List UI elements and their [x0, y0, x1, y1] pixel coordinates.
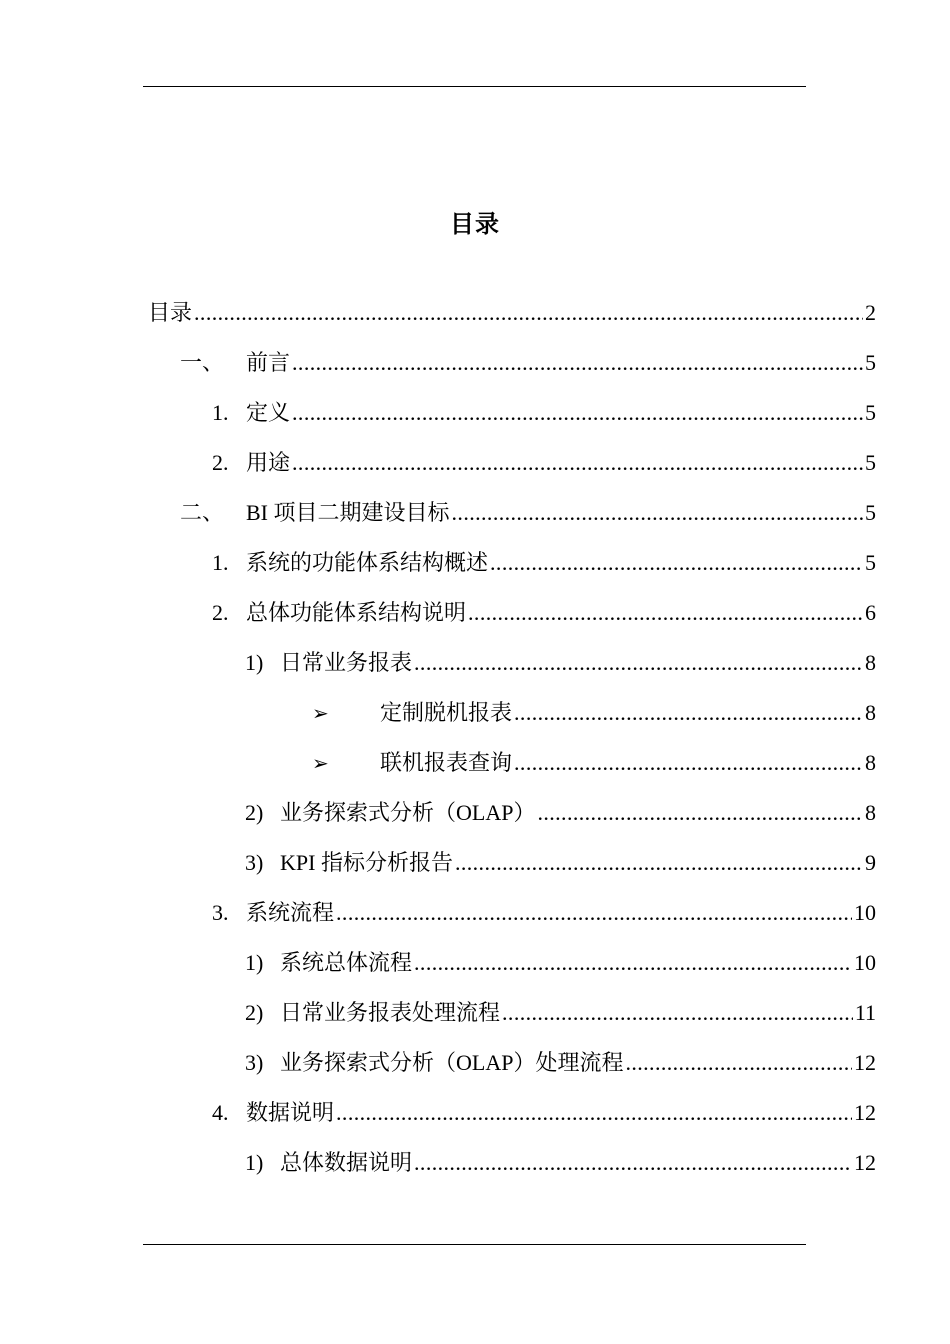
toc-entry-number: 2) — [245, 1000, 264, 1025]
toc-entry-label: 数据说明 — [246, 1100, 335, 1125]
toc-entry-page: 10 — [854, 900, 876, 925]
toc-entry-page: 10 — [854, 950, 876, 975]
toc-entry-label: 总体数据说明 — [280, 1150, 413, 1175]
toc-entry-number: 2. — [212, 450, 229, 475]
toc-leader — [292, 438, 863, 488]
toc-leader — [292, 338, 863, 388]
toc-entry-page: 5 — [865, 550, 876, 575]
header-rule — [143, 86, 806, 87]
toc-entry-label: KPI 指标分析报告 — [280, 850, 453, 875]
toc-entry-page: 8 — [865, 650, 876, 675]
toc-leader — [514, 688, 863, 738]
toc-entry-page: 8 — [865, 700, 876, 725]
toc-entry-label: 日常业务报表处理流程 — [280, 1000, 501, 1025]
toc-leader — [414, 638, 863, 688]
toc-entry-label: 总体功能体系结构说明 — [246, 600, 467, 625]
toc-leader — [414, 1138, 852, 1188]
toc-entry-page: 11 — [854, 1000, 876, 1025]
toc-entry-label: 业务探索式分析（OLAP）处理流程 — [280, 1050, 624, 1075]
toc-entry-page: 12 — [854, 1100, 876, 1125]
toc-entry-page: 5 — [865, 350, 876, 375]
bullet-arrow-icon: ➢ — [312, 701, 329, 725]
toc-entry-number: 1) — [245, 650, 264, 675]
toc-leader — [292, 388, 863, 438]
toc-entry-page: 12 — [854, 1050, 876, 1075]
toc-leader — [502, 988, 853, 1038]
toc-entry-number: 2. — [212, 600, 229, 625]
toc-entry-label: 前言 — [246, 350, 291, 375]
toc-entry-label: 定制脱机报表 — [380, 700, 513, 725]
toc-entry-number: 3. — [212, 900, 229, 925]
toc-leader — [625, 1038, 852, 1088]
toc-entry-label: 联机报表查询 — [380, 750, 513, 775]
toc-leader — [468, 588, 863, 638]
toc-entry-label: 目录 — [148, 300, 193, 325]
toc-entry-page: 5 — [865, 450, 876, 475]
toc-entry-label: 系统流程 — [246, 900, 335, 925]
toc-entry-number: 1. — [212, 550, 229, 575]
toc-entry-label: 定义 — [246, 400, 291, 425]
toc-entry-number: 1) — [245, 1150, 264, 1175]
toc-entry-label: 日常业务报表 — [280, 650, 413, 675]
toc-leader — [490, 538, 863, 588]
footer-rule — [143, 1244, 806, 1245]
toc-entry-number: 二、 — [180, 500, 225, 525]
toc-leader — [414, 938, 852, 988]
toc-entry-number: 4. — [212, 1100, 229, 1125]
toc-entry-number: 1) — [245, 950, 264, 975]
toc-entry-number: 3) — [245, 850, 264, 875]
toc-entry-page: 6 — [865, 600, 876, 625]
toc-entry-page: 8 — [865, 750, 876, 775]
toc-entry-page: 8 — [865, 800, 876, 825]
toc-entry-number: 1. — [212, 400, 229, 425]
page-title: 目录 — [450, 210, 500, 238]
toc-entry-number: 2) — [245, 800, 264, 825]
toc-entry-number: 3) — [245, 1050, 264, 1075]
toc-entry-label: 系统总体流程 — [280, 950, 413, 975]
toc-entry-label: 业务探索式分析（OLAP） — [280, 800, 536, 825]
toc-leader — [455, 838, 863, 888]
toc-leader — [336, 888, 852, 938]
toc-entry-page: 5 — [865, 500, 876, 525]
toc-leader — [537, 788, 863, 838]
toc-leader — [452, 488, 863, 538]
toc-entry-label: 系统的功能体系结构概述 — [246, 550, 489, 575]
toc-entry-page: 5 — [865, 400, 876, 425]
toc-entry-page: 2 — [865, 300, 876, 325]
toc-leader — [514, 738, 863, 788]
toc-leader — [336, 1088, 852, 1138]
toc-entry-page: 9 — [865, 850, 876, 875]
toc-entry-number: 一、 — [180, 350, 225, 375]
toc-entry-label: 用途 — [246, 450, 291, 475]
toc-leader — [194, 288, 863, 338]
toc-entry-label: BI 项目二期建设目标 — [246, 500, 450, 525]
bullet-arrow-icon: ➢ — [312, 751, 329, 775]
toc-entry-page: 12 — [854, 1150, 876, 1175]
